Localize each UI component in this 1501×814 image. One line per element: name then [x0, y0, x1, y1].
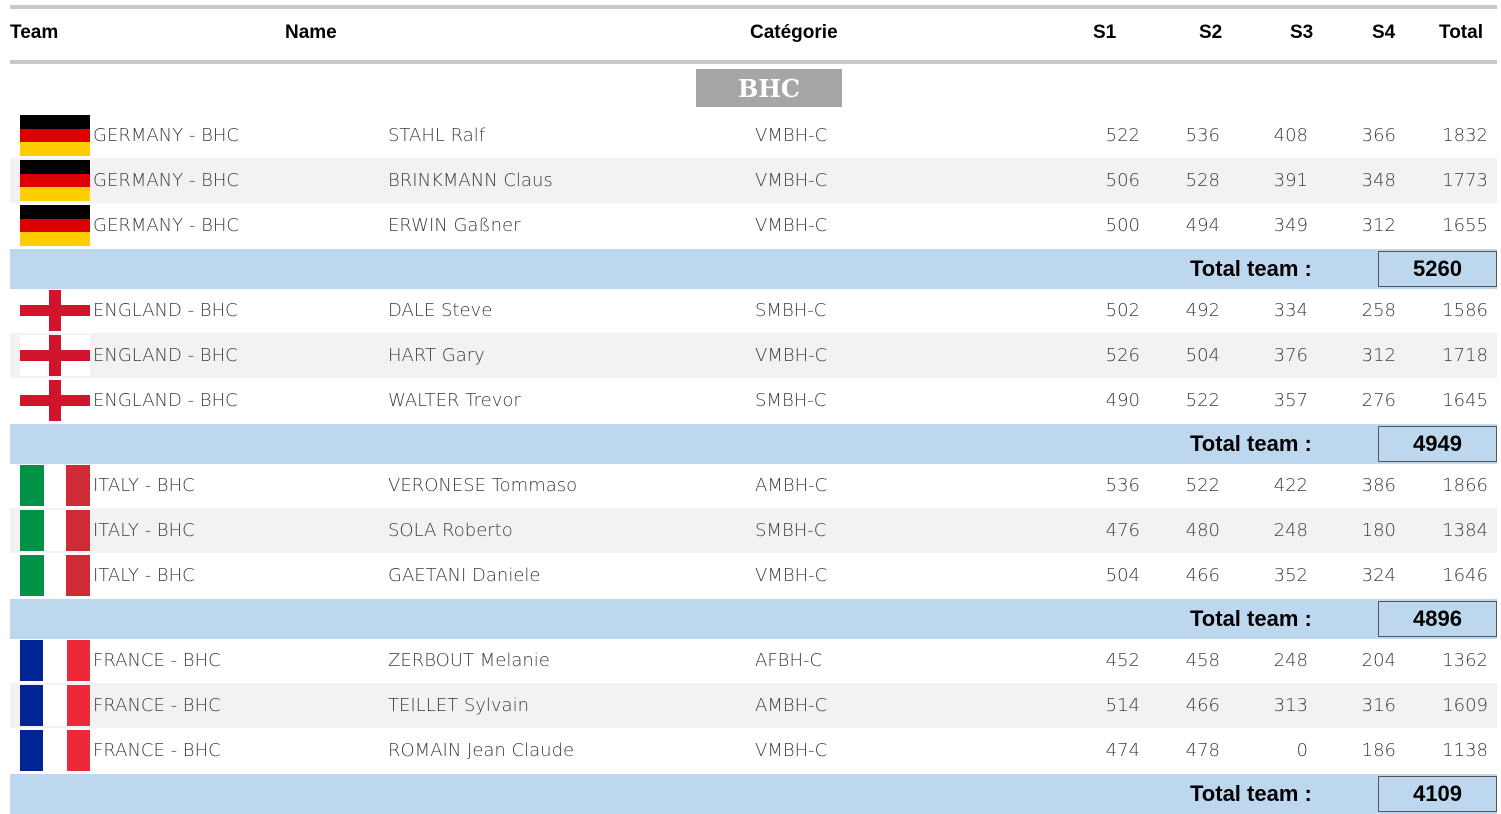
cell-s1: 452 [1105, 650, 1140, 671]
cell-s2: 492 [1185, 300, 1220, 321]
cell-s2: 522 [1185, 475, 1220, 496]
table-row [10, 288, 1497, 333]
header-category: Catégorie [750, 22, 838, 43]
total-team-label: Total team : [1190, 606, 1312, 631]
cell-s3: 357 [1273, 390, 1308, 411]
france-flag-icon [20, 685, 90, 726]
cell-s1: 476 [1105, 520, 1140, 541]
cell-s3: 352 [1273, 565, 1308, 586]
cell-category: AMBH-C [755, 695, 828, 716]
germany-flag-icon [20, 115, 90, 156]
cell-total: 1718 [1442, 345, 1488, 366]
cell-category: AFBH-C [755, 650, 823, 671]
cell-team: GERMANY - BHC [93, 125, 239, 146]
cell-name: GAETANI Daniele [388, 565, 541, 586]
cell-s1: 490 [1105, 390, 1140, 411]
table-row [10, 378, 1497, 423]
england-flag-icon [20, 290, 90, 331]
cell-s2: 504 [1185, 345, 1220, 366]
cell-total: 1645 [1442, 390, 1488, 411]
cell-team: ITALY - BHC [93, 565, 195, 586]
cell-team: ENGLAND - BHC [93, 300, 238, 321]
cell-team: GERMANY - BHC [93, 170, 239, 191]
team-total-value: 4949 [1378, 426, 1497, 462]
italy-flag-icon [20, 555, 90, 596]
cell-name: WALTER Trevor [388, 390, 521, 411]
cell-name: HART Gary [388, 345, 485, 366]
cell-s4: 204 [1361, 650, 1396, 671]
team-total-value: 4109 [1378, 776, 1497, 812]
cell-team: ENGLAND - BHC [93, 345, 238, 366]
cell-s1: 514 [1105, 695, 1140, 716]
cell-s3: 0 [1296, 740, 1308, 761]
cell-team: FRANCE - BHC [93, 740, 221, 761]
germany-flag-icon [20, 160, 90, 201]
cell-s4: 366 [1361, 125, 1396, 146]
cell-s1: 474 [1105, 740, 1140, 761]
cell-name: ZERBOUT Melanie [388, 650, 550, 671]
team-total-bar [10, 249, 1497, 289]
total-team-label: Total team : [1190, 431, 1312, 456]
cell-total: 1773 [1442, 170, 1488, 191]
germany-flag-icon [20, 205, 90, 246]
cell-name: DALE Steve [388, 300, 493, 321]
cell-name: STAHL Ralf [388, 125, 486, 146]
cell-s2: 536 [1185, 125, 1220, 146]
cell-s1: 504 [1105, 565, 1140, 586]
cell-team: ITALY - BHC [93, 520, 195, 541]
england-flag-icon [20, 335, 90, 376]
italy-flag-icon [20, 465, 90, 506]
france-flag-icon [20, 730, 90, 771]
section-title: BHC [696, 69, 842, 107]
table-row [10, 553, 1497, 598]
cell-category: VMBH-C [755, 345, 828, 366]
header-total: Total [1439, 22, 1483, 43]
table-row [10, 203, 1497, 248]
cell-category: SMBH-C [755, 300, 827, 321]
cell-s3: 408 [1273, 125, 1308, 146]
cell-s4: 186 [1361, 740, 1396, 761]
cell-s2: 458 [1185, 650, 1220, 671]
total-team-label: Total team : [1190, 781, 1312, 806]
cell-s1: 500 [1105, 215, 1140, 236]
cell-s3: 248 [1273, 650, 1308, 671]
team-total-bar [10, 774, 1497, 814]
cell-category: SMBH-C [755, 520, 827, 541]
cell-s4: 258 [1361, 300, 1396, 321]
header-s2: S2 [1199, 22, 1223, 43]
cell-total: 1138 [1442, 740, 1488, 761]
cell-s3: 391 [1273, 170, 1308, 191]
cell-name: BRINKMANN Claus [388, 170, 553, 191]
cell-name: TEILLET Sylvain [388, 695, 529, 716]
cell-total: 1655 [1442, 215, 1488, 236]
france-flag-icon [20, 640, 90, 681]
cell-team: ENGLAND - BHC [93, 390, 238, 411]
cell-team: FRANCE - BHC [93, 695, 221, 716]
cell-s2: 466 [1185, 695, 1220, 716]
cell-category: AMBH-C [755, 475, 828, 496]
cell-s3: 334 [1273, 300, 1308, 321]
cell-s1: 526 [1105, 345, 1140, 366]
header-name: Name [285, 22, 337, 43]
header-team: Team [10, 22, 59, 43]
cell-s4: 348 [1361, 170, 1396, 191]
cell-s4: 386 [1361, 475, 1396, 496]
cell-total: 1832 [1442, 125, 1488, 146]
cell-s4: 316 [1361, 695, 1396, 716]
cell-s3: 313 [1273, 695, 1308, 716]
total-team-label: Total team : [1190, 256, 1312, 281]
cell-name: ERWIN Gaßner [388, 215, 521, 236]
cell-s2: 480 [1185, 520, 1220, 541]
cell-s4: 276 [1361, 390, 1396, 411]
team-total-bar [10, 599, 1497, 639]
table-row [10, 463, 1497, 508]
table-header [0, 10, 1501, 56]
cell-category: VMBH-C [755, 125, 828, 146]
cell-s4: 312 [1361, 345, 1396, 366]
table-row [10, 683, 1497, 728]
cell-s4: 324 [1361, 565, 1396, 586]
team-total-value: 5260 [1378, 251, 1497, 287]
cell-team: GERMANY - BHC [93, 215, 239, 236]
england-flag-icon [20, 380, 90, 421]
cell-name: ROMAIN Jean Claude [388, 740, 575, 761]
cell-s3: 422 [1273, 475, 1308, 496]
cell-total: 1866 [1442, 475, 1488, 496]
cell-s3: 376 [1273, 345, 1308, 366]
cell-total: 1384 [1442, 520, 1488, 541]
cell-s2: 494 [1185, 215, 1220, 236]
table-row [10, 158, 1497, 203]
team-total-value: 4896 [1378, 601, 1497, 637]
cell-s1: 522 [1105, 125, 1140, 146]
table-row [10, 333, 1497, 378]
cell-s2: 522 [1185, 390, 1220, 411]
cell-s2: 478 [1185, 740, 1220, 761]
cell-category: SMBH-C [755, 390, 827, 411]
header-s3: S3 [1290, 22, 1314, 43]
cell-team: ITALY - BHC [93, 475, 195, 496]
cell-s2: 466 [1185, 565, 1220, 586]
cell-s3: 248 [1273, 520, 1308, 541]
table-row [10, 638, 1497, 683]
cell-s4: 312 [1361, 215, 1396, 236]
cell-name: VERONESE Tommaso [388, 475, 578, 496]
cell-category: VMBH-C [755, 565, 828, 586]
cell-s3: 349 [1273, 215, 1308, 236]
cell-name: SOLA Roberto [388, 520, 513, 541]
table-row [10, 113, 1497, 158]
cell-category: VMBH-C [755, 215, 828, 236]
cell-category: VMBH-C [755, 740, 828, 761]
cell-category: VMBH-C [755, 170, 828, 191]
cell-total: 1362 [1442, 650, 1488, 671]
cell-s2: 528 [1185, 170, 1220, 191]
italy-flag-icon [20, 510, 90, 551]
cell-total: 1646 [1442, 565, 1488, 586]
cell-s4: 180 [1361, 520, 1396, 541]
cell-s1: 506 [1105, 170, 1140, 191]
header-s4: S4 [1372, 22, 1396, 43]
top-rule [10, 5, 1497, 9]
header-s1: S1 [1093, 22, 1117, 43]
table-row [10, 728, 1497, 773]
team-total-bar [10, 424, 1497, 464]
cell-total: 1609 [1442, 695, 1488, 716]
table-row [10, 508, 1497, 553]
header-rule [10, 60, 1497, 64]
cell-team: FRANCE - BHC [93, 650, 221, 671]
cell-total: 1586 [1442, 300, 1488, 321]
cell-s1: 502 [1105, 300, 1140, 321]
cell-s1: 536 [1105, 475, 1140, 496]
